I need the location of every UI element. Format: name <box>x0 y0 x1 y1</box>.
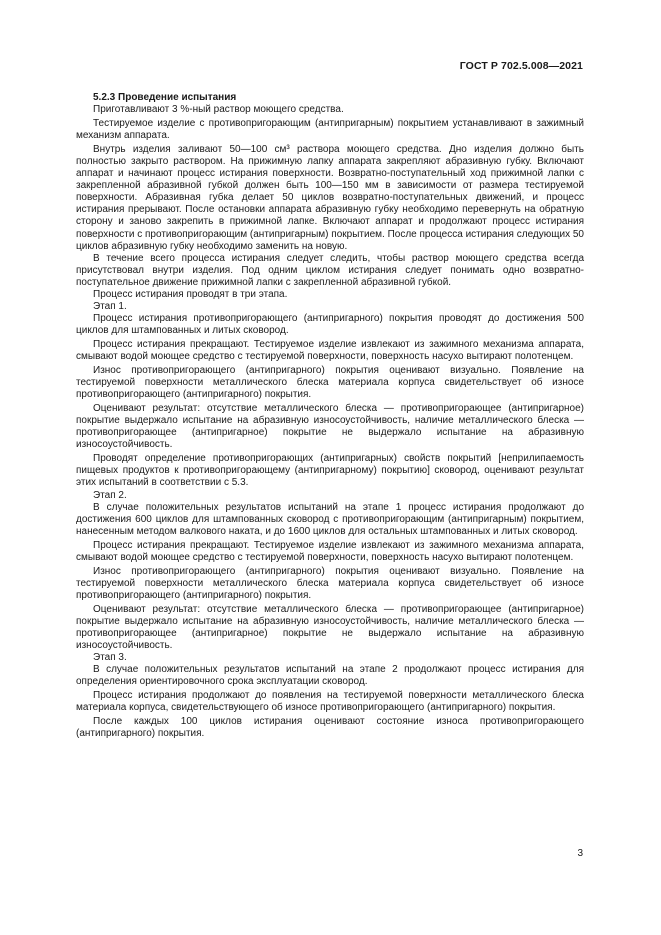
paragraph: После каждых 100 циклов истирания оценивают состояние износа противопригорающего (антипригарного) покрытия. <box>76 716 584 740</box>
paragraph: Приготавливают 3 %-ный раствор моющего средства. <box>93 104 344 116</box>
paragraph: Процесс истирания проводят в три этапа. <box>93 288 288 300</box>
stage-label: Этап 1. <box>93 300 127 312</box>
standard-designation: ГОСТ Р 702.5.008—2021 <box>459 60 583 72</box>
stage-label: Этап 3. <box>93 652 127 664</box>
paragraph: В случае положительных результатов испытаний на этапе 1 процесс истирания продолжают до достижения 600 циклов для штампованных сковород с противопригорающим (антипригарным) покрытием, нанесенным методом валкового наката, и до 1600 циклов для остальных штампованных и литых сковород. <box>76 501 584 537</box>
paragraph: Внутрь изделия заливают 50—100 см³ раствора моющего средства. Дно изделия должно быть полностью закрыто раствором. На прижимную лапку аппарата закрепляют абразивную губку. Включают аппарат и начинают процесс истирания поверхности. Возвратно-поступательный ход прижимной лапки с закрепленной абразивной губкой должен быть 100—150 мм в зависимости от размера тестируемой поверхности. Абразивная губка делает 50 циклов возвратно-поступательных движений, и процесс истирания прерывают. После остановки аппарата абразивную губку необходимо перевернуть на обратную сторону и заново закрепить в прижимной лапке. Включают аппарат и продолжают процесс истирания поверхности с противопригорающим (антипригарным) покрытием. После процесса истирания следующих 50 циклов абразивную губку необходимо заменить на новую. <box>76 144 584 252</box>
paragraph: Износ противопригорающего (антипригарного) покрытия оценивают визуально. Появление на тестируемой поверхности металлического блеска материала корпуса свидетельствует об износе противопригорающего (антипригарного) покрытия. <box>76 365 584 401</box>
paragraph: Износ противопригорающего (антипригарного) покрытия оценивают визуально. Появление на тестируемой поверхности металлического блеска материала корпуса свидетельствует об износе противопригорающего (антипригарного) покрытия. <box>76 565 584 601</box>
stage-label: Этап 2. <box>93 489 127 501</box>
paragraph: Проводят определение противопригорающих (антипригарных) свойств покрытий [неприлипаемость пищевых продуктов к противопригорающему (антипригарному) покрытию] сковород, оценивают результат этих испытаний в соответствии с 5.3. <box>76 453 584 489</box>
paragraph: Процесс истирания прекращают. Тестируемое изделие извлекают из зажимного механизма аппарата, смывают водой моющее средство с тестируемой поверхности, поверхность насухо вытирают полотенцем. <box>76 338 584 362</box>
paragraph: В случае положительных результатов испытаний на этапе 2 продолжают процесс истирания для определения ориентировочного срока эксплуатации сковород. <box>76 664 584 688</box>
paragraph: Оценивают результат: отсутствие металлического блеска — противопригорающее (антипригарное) покрытие выдержало испытание на абразивную износоустойчивость, наличие металлического блеска — противопригорающее (антипригарное) покрытие не выдержало испытание на абразивную износоустойчивость. <box>76 603 584 652</box>
section-heading: 5.2.3 Проведение испытания <box>93 92 237 103</box>
paragraph: Оценивают результат: отсутствие металлического блеска — противопригорающее (антипригарное) покрытие выдержало испытание на абразивную износоустойчивость, наличие металлического блеска — противопригорающее (антипригарное) покрытие не выдержало испытание на абразивную износоустойчивость. <box>76 403 584 451</box>
paragraph: Процесс истирания противопригорающего (антипригарного) покрытия проводят до достижения 500 циклов для штампованных и литых сковород. <box>76 312 584 336</box>
paragraph: Процесс истирания прекращают. Тестируемое изделие извлекают из зажимного механизма аппарата, смывают водой моющее средство с тестируемой поверхности, поверхность насухо вытирают полотенцем. <box>76 539 584 563</box>
document-body <box>76 92 584 740</box>
paragraph: В течение всего процесса истирания следует следить, чтобы раствор моющего средства всегда присутствовал внутри изделия. Под одним циклом истирания следует понимать одно возвратно-поступательное движение прижимной лапки с закрепленной абразивной губкой. <box>76 252 584 288</box>
paragraph: Процесс истирания продолжают до появления на тестируемой поверхности металлического блеска материала корпуса, свидетельствующего об износе противопригорающего (антипригарного) покрытия. <box>76 690 584 714</box>
paragraph: Тестируемое изделие с противопригорающим (антипригарным) покрытием устанавливают в зажимный механизм аппарата. <box>76 118 584 142</box>
page-number: 3 <box>577 848 583 859</box>
